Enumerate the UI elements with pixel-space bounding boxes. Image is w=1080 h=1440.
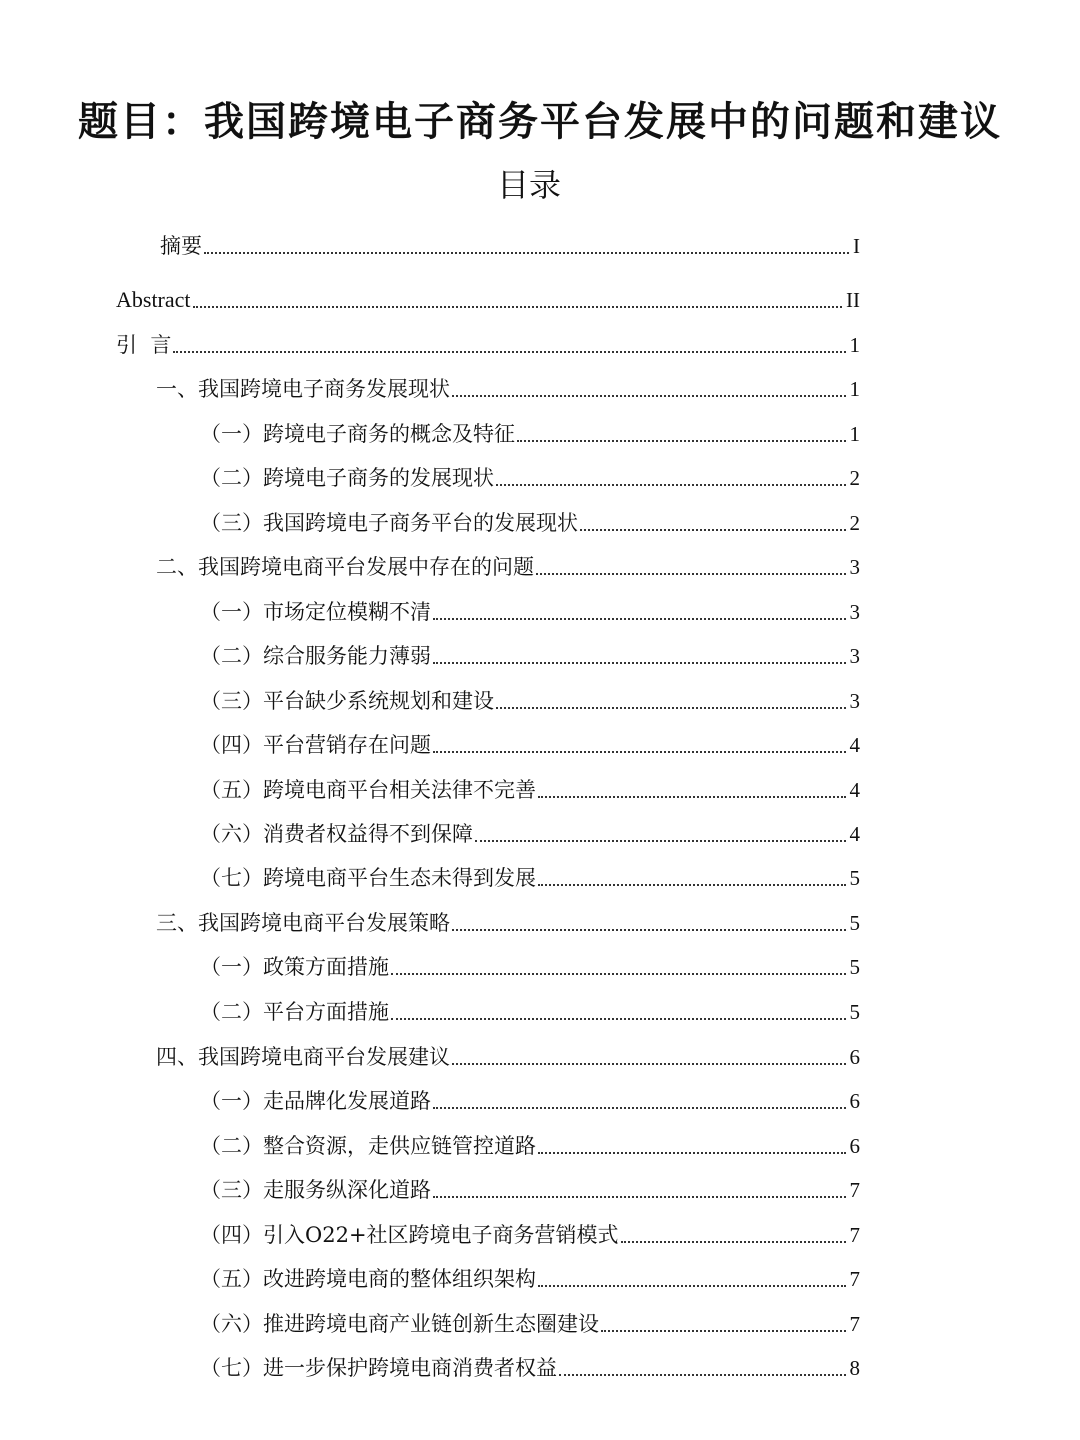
toc-entry-page: 2 bbox=[849, 511, 860, 535]
toc-leader-dots bbox=[173, 351, 845, 353]
toc-entry-page: 5 bbox=[849, 1000, 860, 1024]
toc-entry-page: I bbox=[853, 234, 860, 258]
toc-entry-label: 摘要 bbox=[160, 234, 202, 258]
toc-entry-label: （六）推进跨境电商产业链创新生态圈建设 bbox=[200, 1312, 599, 1336]
toc-entry-page: 1 bbox=[849, 333, 860, 357]
toc-entry-page: 1 bbox=[849, 377, 860, 401]
toc-leader-dots bbox=[580, 529, 846, 531]
toc-entry-label: 一、我国跨境电子商务发展现状 bbox=[156, 377, 450, 401]
toc-entry-section-2-3[interactable] bbox=[200, 681, 860, 715]
toc-entry-section-4-7[interactable] bbox=[200, 1348, 860, 1382]
toc-leader-dots bbox=[559, 1374, 846, 1376]
toc-entry-section-4-1[interactable] bbox=[200, 1081, 860, 1115]
toc-entry-section-1-1[interactable] bbox=[200, 414, 860, 448]
toc-entry-label: （六）消费者权益得不到保障 bbox=[200, 822, 473, 846]
toc-entry-label: （一）走品牌化发展道路 bbox=[200, 1089, 431, 1113]
toc-entry-label: （三）走服务纵深化道路 bbox=[200, 1178, 431, 1202]
toc-entry-label: 引 言 bbox=[116, 333, 172, 357]
toc-leader-dots bbox=[452, 1063, 846, 1065]
toc-entry-section-4-3[interactable] bbox=[200, 1170, 860, 1204]
toc-entry-section-4-4[interactable] bbox=[200, 1215, 860, 1249]
toc-entry-introduction[interactable] bbox=[116, 325, 860, 359]
toc-entry-page: 8 bbox=[849, 1356, 860, 1380]
toc-entry-label: 四、我国跨境电商平台发展建议 bbox=[156, 1045, 450, 1069]
toc-entry-page: 7 bbox=[849, 1178, 860, 1202]
toc-entry-label: （二）跨境电子商务的发展现状 bbox=[200, 466, 494, 490]
toc-leader-dots bbox=[538, 1285, 846, 1287]
toc-leader-dots bbox=[391, 973, 846, 975]
toc-entry-page: 4 bbox=[849, 733, 860, 757]
toc-leader-dots bbox=[496, 707, 846, 709]
toc-entry-page: II bbox=[846, 288, 860, 312]
toc-entry-label: （三）我国跨境电子商务平台的发展现状 bbox=[200, 511, 578, 535]
toc-entry-section-4-2[interactable] bbox=[200, 1126, 860, 1160]
toc-entry-label: （四）引入O22+社区跨境电子商务营销模式 bbox=[200, 1223, 619, 1247]
toc-entry-section-1-2[interactable] bbox=[200, 458, 860, 492]
document-title: 题目：我国跨境电子商务平台发展中的问题和建议 bbox=[78, 98, 1002, 145]
toc-entry-section-2-7[interactable] bbox=[200, 858, 860, 892]
toc-entry-page: 6 bbox=[849, 1045, 860, 1069]
toc-entry-section-2-4[interactable] bbox=[200, 725, 860, 759]
toc-leader-dots bbox=[601, 1330, 846, 1332]
toc-entry-label: （七）进一步保护跨境电商消费者权益 bbox=[200, 1356, 557, 1380]
toc-entry-chapter-3[interactable] bbox=[156, 903, 860, 937]
toc-leader-dots bbox=[496, 484, 846, 486]
toc-entry-section-2-5[interactable] bbox=[200, 770, 860, 804]
toc-entry-page: 4 bbox=[849, 778, 860, 802]
toc-entry-abstract-cn[interactable] bbox=[160, 226, 860, 260]
toc-entry-page: 7 bbox=[849, 1312, 860, 1336]
toc-entry-label: （一）市场定位模糊不清 bbox=[200, 600, 431, 624]
toc-entry-label: Abstract bbox=[116, 287, 191, 312]
toc-entry-section-4-6[interactable] bbox=[200, 1304, 860, 1338]
toc-leader-dots bbox=[538, 796, 846, 798]
toc-leader-dots bbox=[538, 884, 846, 886]
toc-leader-dots bbox=[452, 395, 846, 397]
toc-entry-page: 5 bbox=[849, 911, 860, 935]
toc-leader-dots bbox=[433, 1107, 846, 1109]
toc-leader-dots bbox=[433, 662, 846, 664]
toc-entry-label: （四）平台营销存在问题 bbox=[200, 733, 431, 757]
toc-entry-label: 三、我国跨境电商平台发展策略 bbox=[156, 911, 450, 935]
toc-entry-page: 7 bbox=[849, 1223, 860, 1247]
toc-entry-abstract-en[interactable] bbox=[116, 280, 860, 314]
toc-entry-label: （二）整合资源，走供应链管控道路 bbox=[200, 1134, 536, 1158]
toc-entry-section-2-6[interactable] bbox=[200, 814, 860, 848]
toc-entry-page: 1 bbox=[849, 422, 860, 446]
toc-entry-page: 7 bbox=[849, 1267, 860, 1291]
toc-entry-page: 5 bbox=[849, 955, 860, 979]
toc-entry-label: （七）跨境电商平台生态未得到发展 bbox=[200, 866, 536, 890]
toc-entry-label: （五）跨境电商平台相关法律不完善 bbox=[200, 778, 536, 802]
toc-leader-dots bbox=[193, 306, 842, 308]
toc-entry-label: （二）平台方面措施 bbox=[200, 1000, 389, 1024]
toc-leader-dots bbox=[536, 573, 846, 575]
toc-leader-dots bbox=[433, 1196, 846, 1198]
toc-entry-label: （二）综合服务能力薄弱 bbox=[200, 644, 431, 668]
toc-entry-section-2-2[interactable] bbox=[200, 636, 860, 670]
toc-entry-page: 6 bbox=[849, 1134, 860, 1158]
toc-leader-dots bbox=[517, 440, 846, 442]
toc-entry-page: 2 bbox=[849, 466, 860, 490]
toc-entry-chapter-2[interactable] bbox=[156, 547, 860, 581]
toc-entry-page: 6 bbox=[849, 1089, 860, 1113]
toc-entry-page: 5 bbox=[849, 866, 860, 890]
toc-leader-dots bbox=[475, 840, 846, 842]
toc-entry-label: （一）政策方面措施 bbox=[200, 955, 389, 979]
toc-entry-page: 3 bbox=[849, 689, 860, 713]
toc-leader-dots bbox=[433, 751, 846, 753]
toc-entry-section-3-2[interactable] bbox=[200, 992, 860, 1026]
toc-entry-label: （三）平台缺少系统规划和建设 bbox=[200, 689, 494, 713]
toc-entry-page: 4 bbox=[849, 822, 860, 846]
toc-entry-chapter-1[interactable] bbox=[156, 369, 860, 403]
toc-leader-dots bbox=[621, 1241, 846, 1243]
toc-entry-label: （五）改进跨境电商的整体组织架构 bbox=[200, 1267, 536, 1291]
toc-leader-dots bbox=[204, 252, 849, 254]
toc-entry-section-4-5[interactable] bbox=[200, 1259, 860, 1293]
toc-entry-label: 二、我国跨境电商平台发展中存在的问题 bbox=[156, 555, 534, 579]
toc-entry-page: 3 bbox=[849, 644, 860, 668]
toc-entry-section-1-3[interactable] bbox=[200, 503, 860, 537]
toc-leader-dots bbox=[391, 1018, 846, 1020]
toc-leader-dots bbox=[433, 618, 846, 620]
toc-entry-chapter-4[interactable] bbox=[156, 1037, 860, 1071]
toc-entry-section-2-1[interactable] bbox=[200, 592, 860, 626]
toc-entry-page: 3 bbox=[849, 600, 860, 624]
toc-entry-page: 3 bbox=[849, 555, 860, 579]
toc-leader-dots bbox=[538, 1152, 846, 1154]
toc-entry-label: （一）跨境电子商务的概念及特征 bbox=[200, 422, 515, 446]
toc-entry-section-3-1[interactable] bbox=[200, 947, 860, 981]
toc-heading: 目录 bbox=[496, 166, 561, 204]
toc-leader-dots bbox=[452, 929, 846, 931]
